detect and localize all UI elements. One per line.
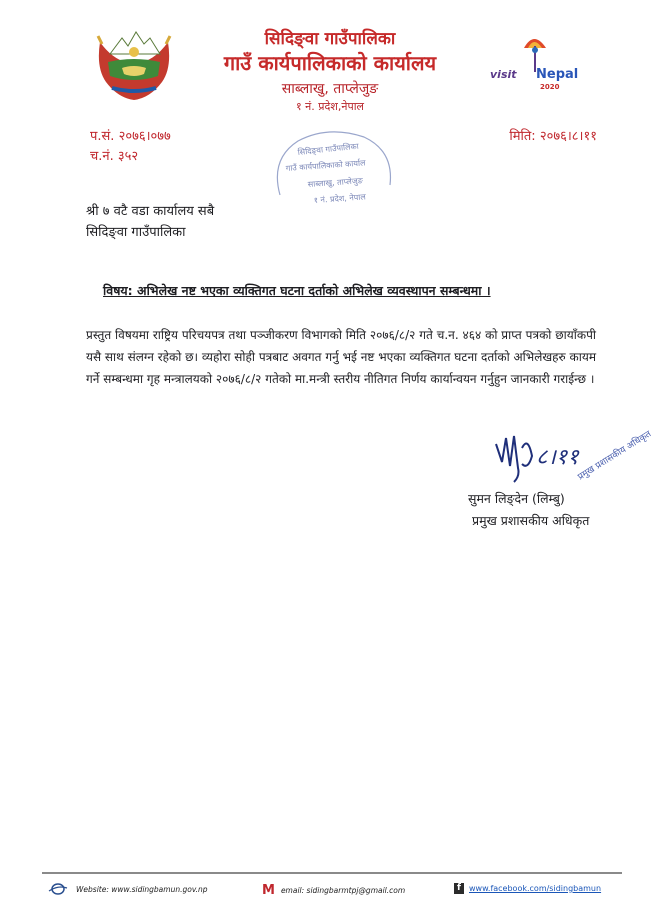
visit-word: visit: [490, 68, 517, 81]
handwritten-signature: [488, 418, 654, 500]
office-header: [180, 28, 480, 114]
visit-nepal-2020-logo: [478, 28, 590, 100]
footer-facebook: [454, 883, 601, 894]
footer-divider: [42, 872, 622, 874]
signer-name: सुमन लिङ्देन (लिम्बु): [468, 491, 565, 506]
letter-date: मिति: २०७६।८।११: [509, 129, 597, 144]
addressee-line-1: श्री ७ वटै वडा कार्यालय सबै: [86, 204, 215, 219]
letter-body: प्रस्तुत विषयमा राष्ट्रिय परिचयपत्र तथा पञ्जीकरण विभागको मिति २०७६/८/२ गते च.न. ४६४ को प्राप्त पत्रको छायाँकपी यसै साथ संलग्न रहेको छ। व्यहोरा सोही पत्रबाट अवगत गर्नु भई नष्ट भएका व्यक्तिगत घटना दर्ताको अभिलेखहरु कायम गर्ने सम्बन्धमा गृह मन्त्रालयको २०७६/८/२ गतेको मा.मन्त्री स्तरीय नीतिगत निर्णय कार्यान्वयन गर्नुहुन जानकारी गराईन्छ ।: [86, 328, 596, 386]
facebook-icon: f: [454, 883, 464, 894]
signer-designation: प्रमुख प्रशासकीय अधिकृत: [472, 513, 590, 528]
svg-text:१ नं. प्रदेश, नेपाल: १ नं. प्रदेश, नेपाल: [313, 192, 367, 205]
svg-text:साब्लाखु, ताप्लेजुङ: साब्लाखु, ताप्लेजुङ: [307, 176, 364, 189]
footer-website: [48, 883, 208, 895]
svg-text:८।११: ८।११: [536, 445, 579, 470]
addressee-line-2: सिदिङ्वा गाउँपालिका: [86, 225, 186, 240]
footer-email: [262, 883, 405, 898]
website-link[interactable]: www.sidingbamun.gov.np: [111, 884, 208, 894]
province-line: १ नं. प्रदेश,नेपाल: [295, 100, 365, 113]
globe-icon: [48, 883, 68, 895]
office-address: साब्लाखु, ताप्लेजुङ: [281, 81, 379, 97]
facebook-link[interactable]: www.facebook.com/sidingbamun: [469, 884, 602, 893]
svg-text:प्रमुख प्रशासकीय अधिकृत: प्रमुख प्रशासकीय अधिकृत: [576, 429, 654, 483]
chalani-number: च.नं. ३५२: [90, 149, 139, 164]
office-round-stamp: [268, 125, 398, 220]
svg-text:सिदिङ्वा गाउँपालिका: सिदिङ्वा गाउँपालिका: [297, 141, 360, 157]
gmail-icon: M: [262, 883, 275, 898]
letter-subject: विषय: अभिलेख नष्ट भएका व्यक्तिगत घटना दर्ताको अभिलेख व्यवस्थापन सम्बन्धमा ।: [103, 283, 491, 298]
municipality-name: सिदिङ्वा गाउँपालिका: [264, 29, 396, 49]
svg-text:गाउँ कार्यपालिकाको कार्याल: गाउँ कार्यपालिकाको कार्याल: [285, 158, 366, 173]
website-label: Website:: [76, 884, 109, 894]
office-name: गाउँ कार्यपालिकाको कार्यालय: [223, 51, 437, 75]
nepal-word: Nepal: [536, 67, 579, 82]
email-link[interactable]: sidingbarmtpj@gmail.com: [306, 886, 406, 895]
nepal-emblem-logo: [92, 22, 176, 102]
year-word: 2020: [540, 83, 560, 91]
email-label: email:: [280, 886, 305, 895]
patra-sankhya: प.सं. २०७६।०७७: [90, 129, 171, 144]
